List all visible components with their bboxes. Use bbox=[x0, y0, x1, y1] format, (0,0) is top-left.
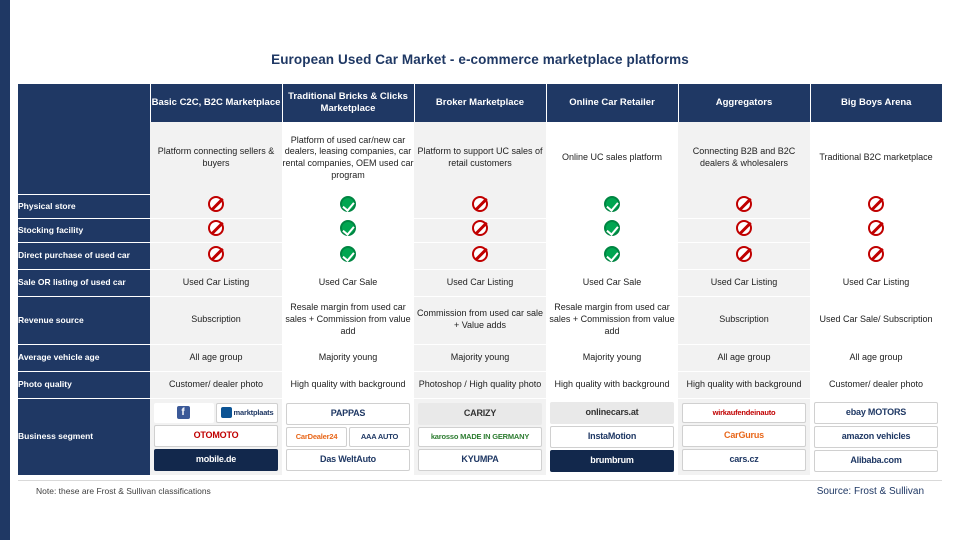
row-label-business-segment: Business segment bbox=[18, 398, 150, 475]
brand-logo-ebay-motors[interactable]: ebay MOTORS bbox=[814, 402, 938, 424]
no-icon bbox=[736, 246, 752, 262]
comparison-matrix bbox=[18, 84, 942, 476]
brand-logo-aaa-auto[interactable]: AAA AUTO bbox=[349, 427, 410, 447]
description-aggregators: Connecting B2B and B2C dealers & wholesalers bbox=[678, 122, 810, 194]
cell-sale-retailer: Used Car Sale bbox=[546, 269, 678, 296]
cell-segment-retailer bbox=[546, 398, 678, 475]
row-label-sale-or-listing: Sale OR listing of used car bbox=[18, 269, 150, 296]
cell-direct-retailer bbox=[546, 242, 678, 269]
page-title: European Used Car Market - e-commerce marketplace platforms bbox=[271, 52, 689, 67]
column-header-aggregators: Aggregators bbox=[678, 84, 810, 122]
cell-sale-aggregators: Used Car Listing bbox=[678, 269, 810, 296]
brand-logo-kyumpa[interactable]: KYUMPA bbox=[418, 449, 542, 471]
yes-icon bbox=[340, 246, 356, 262]
brand-logo-brumbrum[interactable]: brumbrum bbox=[550, 450, 674, 472]
cell-revenue-bigboys: Used Car Sale/ Subscription bbox=[810, 296, 942, 344]
yes-icon bbox=[340, 196, 356, 212]
cell-direct-traditional bbox=[282, 242, 414, 269]
brand-logo-pappas[interactable]: PAPPAS bbox=[286, 403, 410, 425]
brand-logo-marktplaats[interactable] bbox=[216, 403, 278, 423]
column-header-online-car-retailer: Online Car Retailer bbox=[546, 84, 678, 122]
brand-logo-amazon-vehicles[interactable]: amazon vehicles bbox=[814, 426, 938, 448]
cell-revenue-broker: Commission from used car sale + Value adds bbox=[414, 296, 546, 344]
cell-sale-bigboys: Used Car Listing bbox=[810, 269, 942, 296]
cell-segment-bigboys bbox=[810, 398, 942, 475]
cell-segment-traditional bbox=[282, 398, 414, 475]
cell-segment-broker bbox=[414, 398, 546, 475]
no-icon bbox=[736, 220, 752, 236]
yes-icon bbox=[604, 246, 620, 262]
cell-photo-aggregators: High quality with background bbox=[678, 371, 810, 398]
cell-age-broker: Majority young bbox=[414, 344, 546, 371]
cell-sale-broker: Used Car Listing bbox=[414, 269, 546, 296]
column-header-big-boys-arena: Big Boys Arena bbox=[810, 84, 942, 122]
cell-physical-store-retailer bbox=[546, 194, 678, 218]
row-label-stocking-facility: Stocking facility bbox=[18, 218, 150, 242]
no-icon bbox=[472, 220, 488, 236]
description-traditional-bricks-clicks: Platform of used car/new car dealers, leasing companies, car rental companies, OEM used car program bbox=[282, 122, 414, 194]
cell-photo-traditional: High quality with background bbox=[282, 371, 414, 398]
row-photo-quality bbox=[18, 371, 942, 398]
no-icon bbox=[208, 220, 224, 236]
column-header-traditional-bricks-clicks: Traditional Bricks & Clicks Marketplace bbox=[282, 84, 414, 122]
row-stocking-facility bbox=[18, 218, 942, 242]
no-icon bbox=[472, 246, 488, 262]
description-big-boys-arena: Traditional B2C marketplace bbox=[810, 122, 942, 194]
row-label-physical-store: Physical store bbox=[18, 194, 150, 218]
brand-logo-alibaba[interactable]: Alibaba.com bbox=[814, 450, 938, 472]
row-direct-purchase bbox=[18, 242, 942, 269]
cell-physical-store-broker bbox=[414, 194, 546, 218]
no-icon bbox=[208, 196, 224, 212]
cell-physical-store-bigboys bbox=[810, 194, 942, 218]
cell-revenue-aggregators: Subscription bbox=[678, 296, 810, 344]
matrix-description-row bbox=[18, 122, 942, 194]
cell-photo-basic: Customer/ dealer photo bbox=[150, 371, 282, 398]
marktplaats-icon bbox=[221, 407, 232, 418]
description-row-label bbox=[18, 122, 150, 194]
cell-direct-broker bbox=[414, 242, 546, 269]
cell-age-retailer: Majority young bbox=[546, 344, 678, 371]
row-business-segment bbox=[18, 398, 942, 475]
brand-logo-wirkaufendeinauto[interactable]: wirkaufendeinauto bbox=[682, 403, 806, 423]
cell-revenue-traditional: Resale margin from used car sales + Commission from value add bbox=[282, 296, 414, 344]
footnote: Note: these are Frost & Sullivan classifications bbox=[36, 486, 211, 496]
no-icon bbox=[208, 246, 224, 262]
source-label: Source: Frost & Sullivan bbox=[816, 486, 924, 497]
no-icon bbox=[868, 246, 884, 262]
cell-stocking-broker bbox=[414, 218, 546, 242]
cell-stocking-retailer bbox=[546, 218, 678, 242]
brand-logo-cars-cz[interactable]: cars.cz bbox=[682, 449, 806, 471]
matrix-corner bbox=[18, 84, 150, 122]
cell-direct-basic bbox=[150, 242, 282, 269]
cell-age-aggregators: All age group bbox=[678, 344, 810, 371]
cell-age-traditional: Majority young bbox=[282, 344, 414, 371]
cell-sale-traditional: Used Car Sale bbox=[282, 269, 414, 296]
cell-segment-basic bbox=[150, 398, 282, 475]
yes-icon bbox=[604, 220, 620, 236]
cell-age-basic: All age group bbox=[150, 344, 282, 371]
brand-logo-cargurus[interactable]: CarGurus bbox=[682, 425, 806, 447]
description-online-car-retailer: Online UC sales platform bbox=[546, 122, 678, 194]
cell-stocking-bigboys bbox=[810, 218, 942, 242]
cell-sale-basic: Used Car Listing bbox=[150, 269, 282, 296]
cell-segment-aggregators bbox=[678, 398, 810, 475]
facebook-icon: f bbox=[177, 406, 190, 419]
cell-physical-store-traditional bbox=[282, 194, 414, 218]
row-average-vehicle-age bbox=[18, 344, 942, 371]
cell-revenue-basic: Subscription bbox=[150, 296, 282, 344]
yes-icon bbox=[604, 196, 620, 212]
brand-logo-das-weltauto[interactable]: Das WeltAuto bbox=[286, 449, 410, 471]
no-icon bbox=[472, 196, 488, 212]
matrix-header-row bbox=[18, 84, 942, 122]
brand-logo-instamotion[interactable]: InstaMotion bbox=[550, 426, 674, 448]
brand-logo-mobile-de[interactable]: mobile.de bbox=[154, 449, 278, 471]
description-broker-marketplace: Platform to support UC sales of retail customers bbox=[414, 122, 546, 194]
yes-icon bbox=[340, 220, 356, 236]
row-label-revenue-source: Revenue source bbox=[18, 296, 150, 344]
no-icon bbox=[868, 220, 884, 236]
cell-physical-store-basic bbox=[150, 194, 282, 218]
cell-stocking-basic bbox=[150, 218, 282, 242]
row-label-average-vehicle-age: Average vehicle age bbox=[18, 344, 150, 371]
cell-age-bigboys: All age group bbox=[810, 344, 942, 371]
column-header-basic-c2c-b2c: Basic C2C, B2C Marketplace bbox=[150, 84, 282, 122]
row-label-photo-quality: Photo quality bbox=[18, 371, 150, 398]
cell-direct-aggregators bbox=[678, 242, 810, 269]
row-label-direct-purchase: Direct purchase of used car bbox=[18, 242, 150, 269]
cell-photo-broker: Photoshop / High quality photo bbox=[414, 371, 546, 398]
cell-photo-bigboys: Customer/ dealer photo bbox=[810, 371, 942, 398]
no-icon bbox=[868, 196, 884, 212]
brand-logo-facebook[interactable] bbox=[154, 403, 214, 423]
brand-logo-cardealer24[interactable]: CarDealer24 bbox=[286, 427, 347, 447]
row-revenue-source bbox=[18, 296, 942, 344]
brand-logo-otomoto[interactable]: OTOMOTO bbox=[154, 425, 278, 447]
cell-physical-store-aggregators bbox=[678, 194, 810, 218]
brand-logo-carizy[interactable]: CARIZY bbox=[418, 403, 542, 425]
left-accent-bar bbox=[0, 0, 10, 540]
cell-direct-bigboys bbox=[810, 242, 942, 269]
cell-photo-retailer: High quality with background bbox=[546, 371, 678, 398]
row-sale-or-listing bbox=[18, 269, 942, 296]
footer-divider bbox=[18, 480, 942, 481]
row-physical-store bbox=[18, 194, 942, 218]
description-basic-c2c-b2c: Platform connecting sellers & buyers bbox=[150, 122, 282, 194]
column-header-broker-marketplace: Broker Marketplace bbox=[414, 84, 546, 122]
cell-stocking-traditional bbox=[282, 218, 414, 242]
brand-logo-karosso[interactable]: karosso MADE IN GERMANY bbox=[418, 427, 542, 447]
brand-label-marktplaats: marktplaats bbox=[233, 407, 274, 417]
brand-logo-onlinecars-at[interactable]: onlinecars.at bbox=[550, 402, 674, 424]
no-icon bbox=[736, 196, 752, 212]
cell-revenue-retailer: Resale margin from used car sales + Commission from value add bbox=[546, 296, 678, 344]
cell-stocking-aggregators bbox=[678, 218, 810, 242]
